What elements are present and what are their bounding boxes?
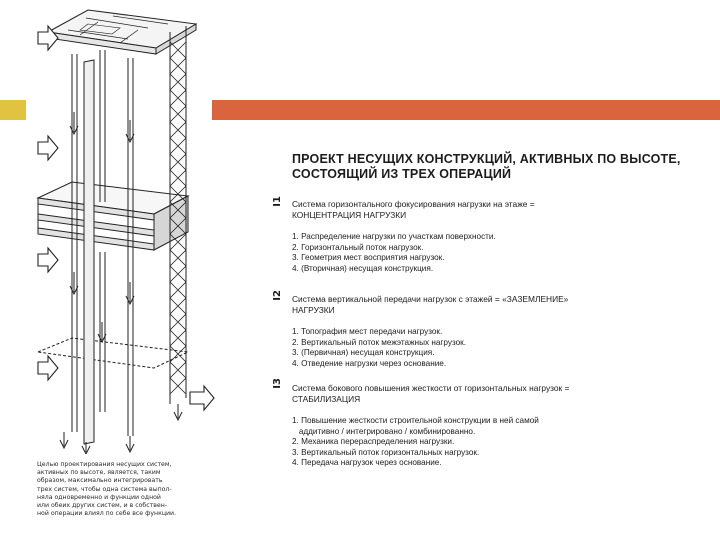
list-item: 2. Вертикальный поток межэтажных нагрузок. (292, 337, 467, 347)
section-heading: Система бокового повышения жесткости от горизонтальных нагрузок = СТАБИЛИЗАЦИЯ (292, 383, 570, 404)
page-title: ПРОЕКТ НЕСУЩИХ КОНСТРУКЦИЙ, АКТИВНЫХ ПО ВЫСОТЕ, СОСТОЯЩИЙ ИЗ ТРЕХ ОПЕРАЦИЙ (292, 152, 681, 181)
section-marker-3: I3 (272, 378, 283, 389)
section-heading: Система вертикальной передачи нагрузок с этажей = «ЗАЗЕМЛЕНИЕ» НАГРУЗКИ (292, 294, 569, 315)
section-marker-2: I2 (272, 290, 283, 301)
list-item: 4. Отведение нагрузки через основание. (292, 358, 447, 368)
list-item: 1. Топография мест передачи нагрузок. (292, 327, 443, 336)
section-list (292, 327, 712, 369)
list-item: 2. Механика перераспределения нагрузки. (292, 437, 455, 447)
section-list (292, 232, 712, 274)
list-item: 1. Распределение нагрузки по участкам поверхности. (292, 232, 496, 241)
list-item: 3. Вертикальный поток горизонтальных нагрузок. (292, 447, 480, 457)
section-marker-1: I1 (272, 196, 283, 207)
list-item: 3. Геометрия мест восприятия нагрузок. (292, 253, 445, 263)
accent-bar-red (212, 100, 720, 120)
section-1 (292, 199, 712, 274)
list-item: 1. Повышение жесткости строительной конструкции в ней самой (292, 416, 539, 425)
list-item: 4. (Вторичная) несущая конструкция. (292, 263, 434, 273)
illustration-caption: Целью проектирования несущих систем, активных по высоте, является, таким образом, максимально интегрировать трех систем, чтобы одна система выпол- няла одновременно и функции одной или обеих других систем, и в собствен- ной операции влиял по себе все функции. (37, 461, 177, 518)
list-item: 3. (Первичная) несущая конструкция. (292, 348, 435, 358)
list-item: 4. Передача нагрузок через основание. (292, 458, 442, 468)
section-2 (292, 294, 712, 369)
section-list (292, 416, 712, 469)
list-item: аддитивно / интегрировано / комбинированно. (292, 426, 476, 436)
section-heading: Система горизонтального фокусирования нагрузки на этаже = КОНЦЕНТРАЦИЯ НАГРУЗКИ (292, 199, 535, 220)
list-item: 2. Горизонтальный поток нагрузок. (292, 242, 424, 252)
accent-bar-yellow (0, 100, 26, 120)
section-3 (292, 383, 712, 469)
structure-illustration (28, 2, 230, 454)
